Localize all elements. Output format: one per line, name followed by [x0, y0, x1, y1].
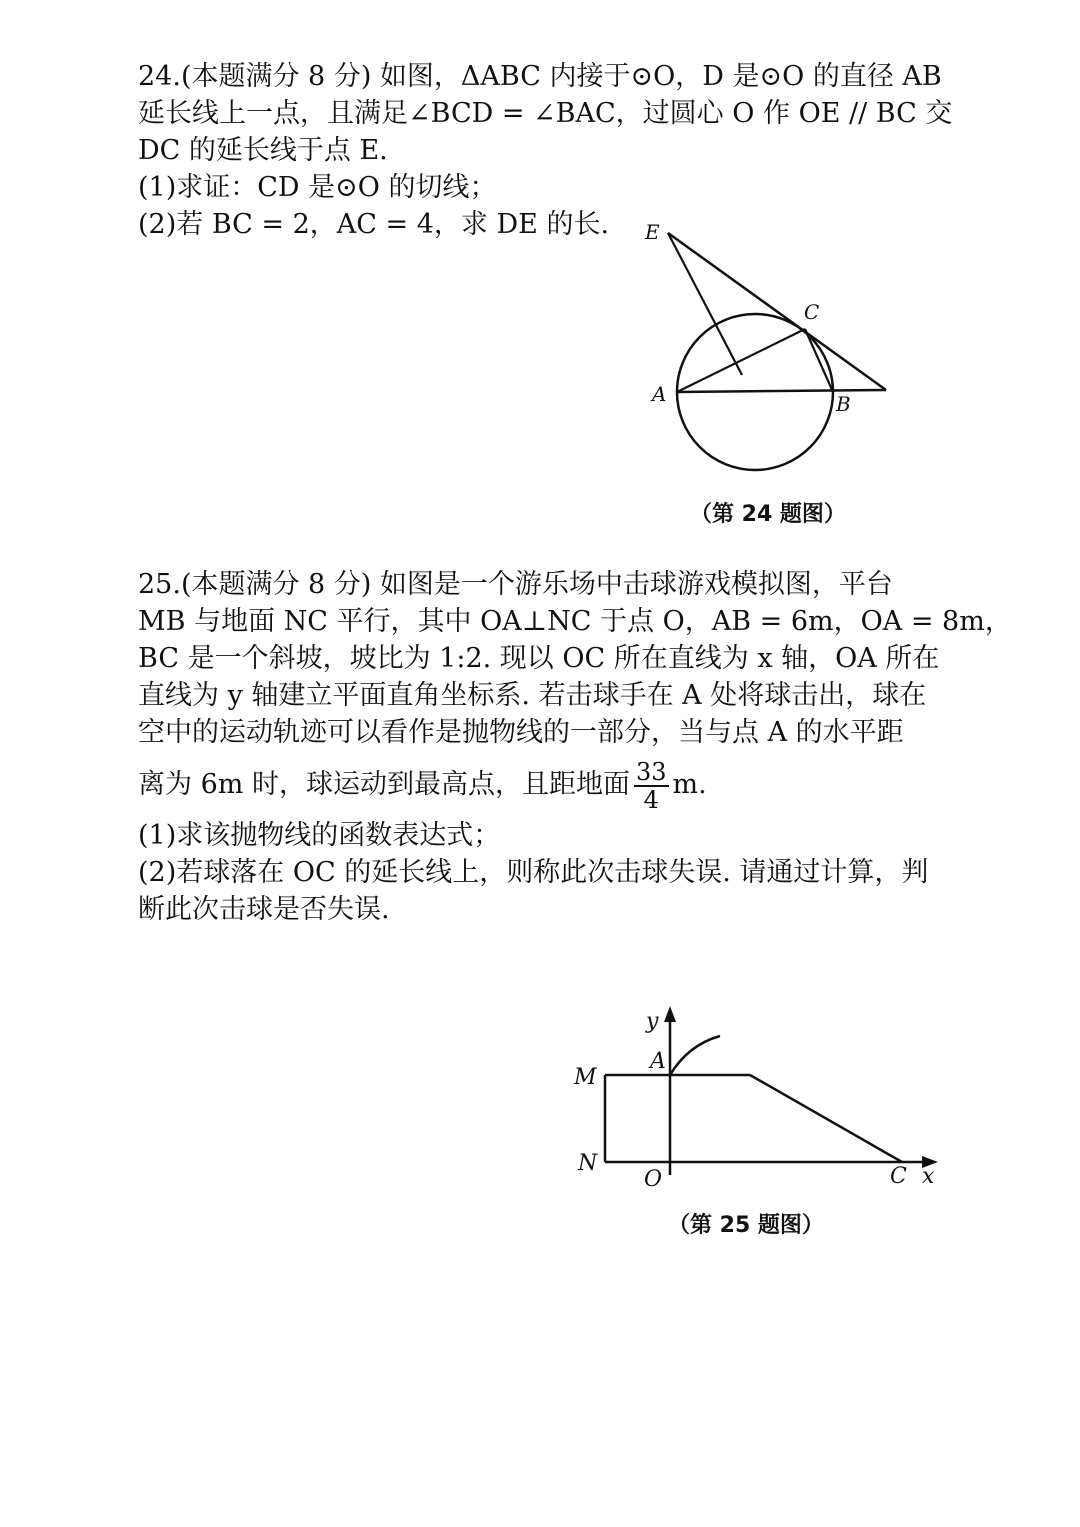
label-n: N	[578, 1151, 598, 1176]
q25-line-1: 25.(本题满分 8 分) 如图是一个游乐场中击球游戏模拟图，平台	[138, 569, 893, 600]
q24-line-1: 24.(本题满分 8 分) 如图，ΔABC 内接于⊙O，D 是⊙O 的直径 AB	[138, 61, 942, 92]
figure-25	[570, 1000, 950, 1200]
q25-line-6-after: m.	[672, 769, 707, 800]
label-a: A	[652, 382, 667, 406]
q25-line-9: 断此次击球是否失误.	[138, 894, 390, 925]
fraction-numerator: 33	[635, 757, 667, 786]
q25-line-8: (2)若球落在 OC 的延长线上，则称此次击球失误. 请通过计算，判	[138, 857, 929, 888]
slope-bc	[750, 1075, 902, 1162]
label-o: O	[644, 1167, 663, 1192]
label-y: y	[646, 1009, 659, 1034]
fraction-denominator: 4	[643, 785, 659, 814]
label-x: x	[922, 1164, 935, 1189]
q24-line-3: DC 的延长线于点 E.	[138, 135, 388, 166]
line-ac	[677, 329, 805, 392]
q25-line-6	[138, 757, 938, 813]
q25-line-5: 空中的运动轨迹可以看作是抛物线的一部分，当与点 A 的水平距	[138, 717, 904, 748]
q25-line-6-before: 离为 6m 时，球运动到最高点，且距地面	[138, 769, 630, 800]
label-c: C	[804, 300, 820, 324]
label-e: E	[645, 220, 660, 244]
figure-24-caption: （第 24 题图）	[690, 502, 846, 527]
ball-trajectory	[670, 1036, 720, 1075]
figure-25-caption: （第 25 题图）	[668, 1213, 824, 1238]
label-m: M	[574, 1065, 597, 1090]
q25-line-2: MB 与地面 NC 平行，其中 OA⊥NC 于点 O，AB = 6m，OA = 8m，	[138, 606, 1012, 637]
q25-line-7: (1)求该抛物线的函数表达式；	[138, 820, 501, 851]
y-axis-arrow	[664, 1006, 676, 1022]
figure-24	[630, 215, 910, 495]
label-c: C	[890, 1164, 907, 1189]
label-a: A	[650, 1049, 666, 1074]
fraction-33-over-4	[634, 759, 669, 813]
q25-line-4: 直线为 y 轴建立平面直角坐标系. 若击球手在 A 处将球击出，球在	[138, 680, 927, 711]
q24-line-5: (2)若 BC = 2，AC = 4，求 DE 的长.	[138, 209, 610, 240]
line-ed	[668, 233, 886, 390]
q25-line-3: BC 是一个斜坡，坡比为 1:2. 现以 OC 所在直线为 x 轴，OA 所在	[138, 643, 940, 674]
question-25	[138, 566, 1012, 928]
line-oe	[668, 233, 742, 375]
q24-line-2: 延长线上一点，且满足∠BCD = ∠BAC，过圆心 O 作 OE // BC 交	[138, 98, 953, 129]
label-b: B	[836, 392, 851, 416]
q24-line-4: (1)求证：CD 是⊙O 的切线；	[138, 172, 497, 203]
line-bc	[805, 329, 833, 392]
line-ad	[677, 390, 886, 392]
